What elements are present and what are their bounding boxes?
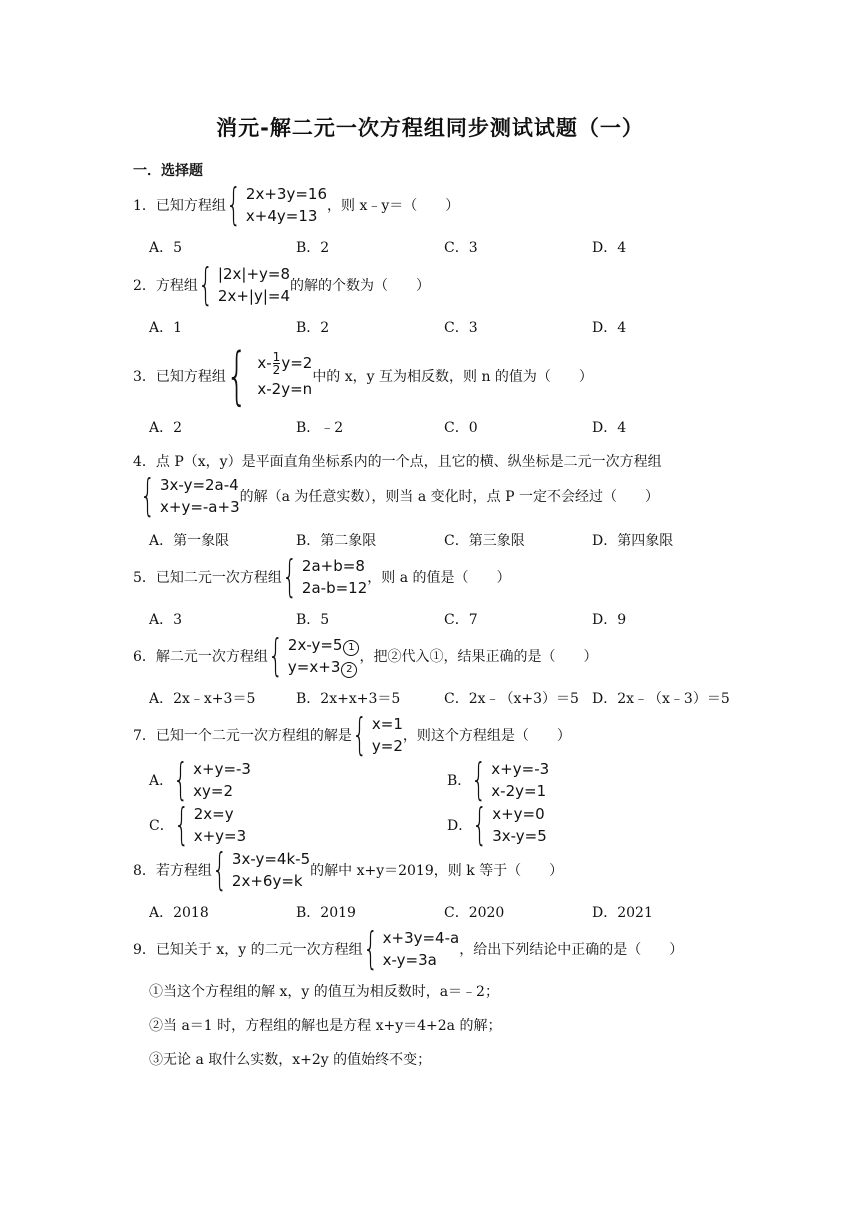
question-4-system (140, 470, 659, 521)
q1-eq2: x+4y=13 (245, 207, 318, 225)
question-1 (133, 179, 460, 230)
q7-option-c[interactable]: C． { 2x=y x+y=3 (149, 799, 247, 850)
brace-icon: { (281, 551, 298, 602)
q6-option-d[interactable]: D．2x﹣（x﹣3）＝5 (592, 691, 730, 707)
q7-tail: ，则这个方程组是（ ） (402, 728, 571, 744)
q4-option-b[interactable]: B．第二象限 (296, 533, 377, 549)
q3-eq1: x- $\frac{1}{2}$ y=2 (257, 350, 313, 377)
brace-icon: { (472, 799, 488, 850)
q1-option-b[interactable]: B．2 (296, 240, 330, 256)
q8-stem: 8．若方程组 (133, 863, 212, 879)
q8-option-b[interactable]: B．2019 (296, 905, 356, 921)
q9-stem: 9．已知关于 x，y 的二元一次方程组 (133, 942, 363, 958)
q1-eq1: 2x+3y=16 (245, 185, 327, 203)
question-7 (133, 709, 571, 760)
q5-tail: ，则 a 的值是（ ） (367, 570, 511, 586)
q7-option-b[interactable]: B． { x+y=-3 x-2y=1 (447, 754, 550, 805)
q8-eq2: 2x+6y=k (231, 872, 303, 890)
brace-icon: { (471, 754, 487, 805)
brace-icon: { (225, 339, 248, 412)
q6-option-b[interactable]: B．2x+x+3＝5 (296, 691, 401, 707)
q4-option-d[interactable]: D．第四象限 (592, 533, 674, 549)
brace-icon: { (173, 799, 190, 850)
q6-option-c[interactable]: C．2x﹣（x+3）＝5 (444, 691, 579, 707)
q4-eq2: x+y=-a+3 (160, 498, 240, 516)
q2-stem: 2．方程组 (133, 278, 198, 294)
q5-option-d[interactable]: D．9 (592, 612, 627, 628)
q6-tail: ，把②代入①，结果正确的是（ ） (359, 649, 598, 665)
section-heading: 一．选择题 (133, 163, 203, 179)
q3-option-d[interactable]: D．4 (592, 420, 627, 436)
q5-option-b[interactable]: B．5 (296, 612, 330, 628)
q1-option-d[interactable]: D．4 (592, 240, 627, 256)
circled-one-icon: 1 (343, 640, 359, 656)
brace-icon: { (362, 923, 379, 974)
q9-tail: ，给出下列结论中正确的是（ ） (459, 942, 684, 958)
q1-stem: 1．已知方程组 (133, 198, 226, 214)
q5-option-c[interactable]: C．7 (444, 612, 478, 628)
q7-option-a[interactable]: A． { x+y=-3 xy=2 (149, 754, 251, 805)
q2-option-c[interactable]: C．3 (444, 320, 478, 336)
q6-stem: 6．解二元一次方程组 (133, 649, 268, 665)
question-6 (133, 630, 598, 681)
brace-icon: { (211, 844, 228, 895)
brace-icon: { (197, 259, 214, 310)
q2-option-b[interactable]: B．2 (296, 320, 330, 336)
q8-option-a[interactable]: A．2018 (149, 905, 209, 921)
question-2 (133, 259, 431, 310)
q8-option-d[interactable]: D．2021 (592, 905, 653, 921)
q3-option-b[interactable]: B．﹣2 (296, 420, 344, 436)
fraction-one-half: $\frac{1}{2}$ (272, 350, 281, 377)
brace-icon: { (351, 709, 368, 760)
q3-eq2: x-2y=n (257, 380, 313, 398)
q3-option-a[interactable]: A．2 (149, 420, 183, 436)
q2-option-a[interactable]: A．1 (149, 320, 183, 336)
q4-option-a[interactable]: A．第一象限 (149, 533, 230, 549)
q4-tail: 的解（a 为任意实数），则当 a 变化时，点 P 一定不会经过（ ） (239, 489, 659, 505)
q7-eq1: x=1 (371, 715, 403, 733)
q3-stem: 3．已知方程组 (133, 369, 226, 385)
q5-stem: 5．已知二元一次方程组 (133, 570, 282, 586)
q4-stem: 4．点 P（x，y）是平面直角坐标系内的一个点，且它的横、纵坐标是二元一次方程组 (133, 454, 662, 470)
q3-option-c[interactable]: C．0 (444, 420, 478, 436)
q8-eq1: 3x-y=4k-5 (231, 850, 311, 868)
q6-eq1: 2x-y=5 1 (288, 634, 360, 656)
q6-eq2: y=x+3 2 (288, 656, 360, 678)
q7-eq2: y=2 (371, 737, 403, 755)
q5-eq1: 2a+b=8 (301, 557, 365, 575)
q8-option-c[interactable]: C．2020 (444, 905, 505, 921)
circled-two-icon: 2 (341, 662, 357, 678)
q1-option-a[interactable]: A．5 (149, 240, 183, 256)
question-9 (133, 923, 684, 974)
q1-tail: ，则 x﹣y＝（ ） (327, 198, 460, 214)
q2-eq2: 2x+|y|=4 (217, 287, 291, 305)
q2-option-d[interactable]: D．4 (592, 320, 627, 336)
q1-option-c[interactable]: C．3 (444, 240, 478, 256)
q6-option-a[interactable]: A．2x﹣x+3＝5 (149, 691, 256, 707)
q7-stem: 7．已知一个二元一次方程组的解是 (133, 728, 352, 744)
q9-eq1: x+3y=4-a (382, 929, 460, 947)
q9-eq2: x-y=3a (382, 951, 437, 969)
q5-option-a[interactable]: A．3 (149, 612, 183, 628)
page-title: 消元-解二元一次方程组同步测试试题（一） (216, 116, 644, 140)
brace-icon: { (173, 754, 189, 805)
question-3 (133, 339, 593, 412)
q8-tail: 的解中 x+y＝2019，则 k 等于（ ） (310, 863, 564, 879)
question-8 (133, 844, 564, 895)
q2-tail: 的解的个数为（ ） (290, 278, 431, 294)
brace-icon: { (225, 179, 242, 230)
q7-option-d[interactable]: D． { x+y=0 3x-y=5 (447, 799, 547, 850)
q2-eq1: |2x|+y=8 (217, 265, 291, 283)
q9-statement-2: ②当 a＝1 时，方程组的解也是方程 x+y＝4+2a 的解； (149, 1018, 502, 1034)
q3-tail: 中的 x，y 互为相反数，则 n 的值为（ ） (312, 369, 593, 385)
brace-icon: { (267, 630, 284, 681)
q9-statement-3: ③无论 a 取什么实数，x+2y 的值始终不变； (149, 1052, 432, 1068)
q9-statement-1: ①当这个方程组的解 x，y 的值互为相反数时，a＝﹣2； (149, 984, 499, 1000)
q4-eq1: 3x-y=2a-4 (160, 476, 239, 494)
brace-icon: { (140, 470, 156, 521)
q5-eq2: 2a-b=12 (301, 579, 368, 597)
q4-option-c[interactable]: C．第三象限 (444, 533, 525, 549)
question-5 (133, 551, 511, 602)
